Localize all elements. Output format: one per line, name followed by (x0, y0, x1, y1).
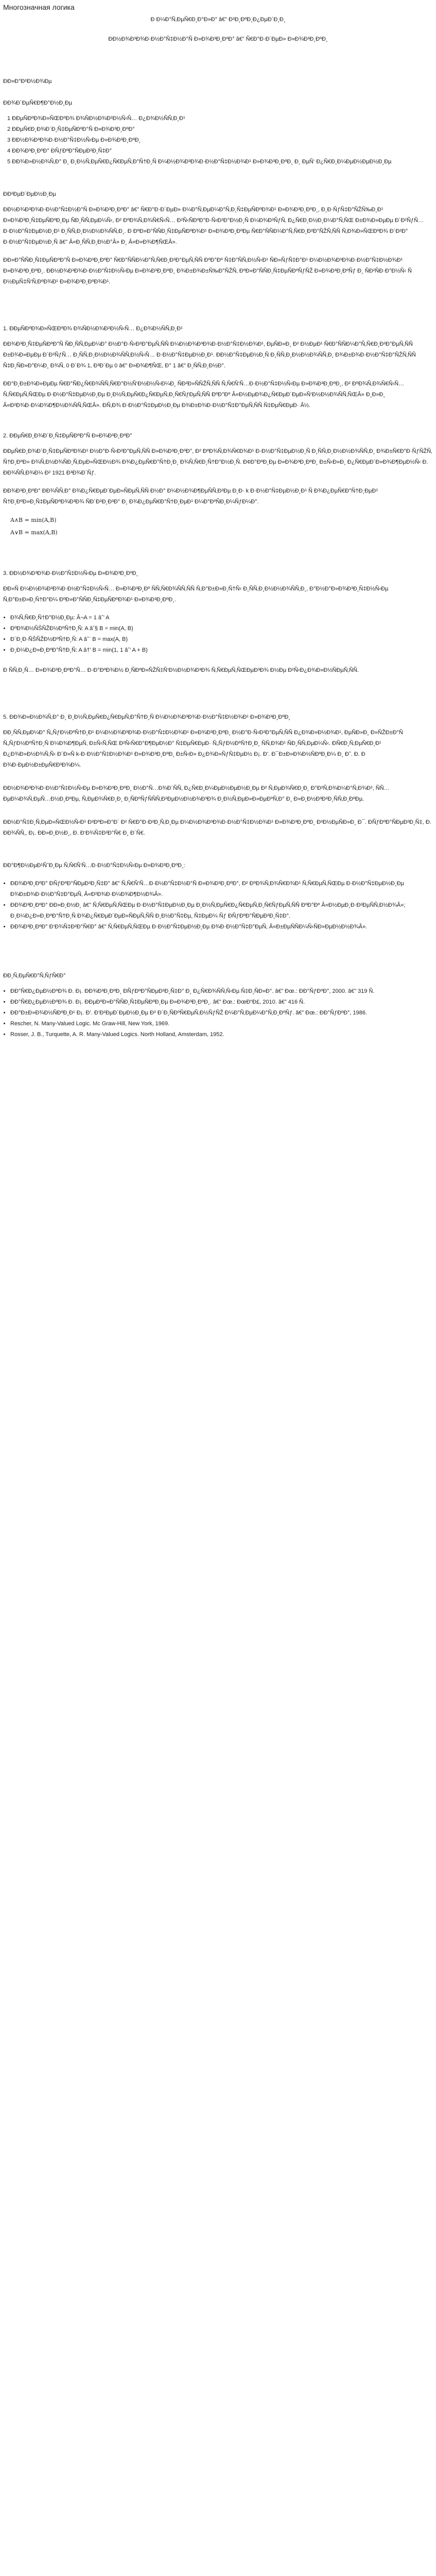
toc-item-4[interactable]: 4 ÐÐ¾Ð³Ð¸ÐºÐ° ÐÑƒÐºÐ°ÑÐµÐ²Ð¸Ñ‡Ð° (7, 148, 112, 154)
formula-disjunction: A∨B = max(A,B) (10, 529, 58, 536)
operation-item: • Ð¸Ð¼Ð¿Ð»Ð¸ÐºÐ°Ñ†Ð¸Ñ: A â†’ B = min(1, 1 âˆ’ A + B) (10, 645, 433, 656)
section-3-paragraph-1: ÐÐ»Ñ Ð¼Ð½Ð¾Ð³Ð¾Ð·Ð½Ð°Ñ‡Ð½Ñ‹Ñ… Ð»Ð¾Ð³Ð¸Ðº ÑÑ‚Ñ€Ð¾ÑÑ‚ÑÑ Ñ‚Ð°Ð±Ð»Ð¸Ñ†Ñ‹ Ð¸ÑÑ‚Ð¸Ð½Ð½Ð¾ÑÑ‚Ð¸, Ð°Ð½Ð°Ð»Ð¾Ð³Ð¸Ñ‡Ð½Ñ‹Ðµ Ñ‚Ð°Ð±Ð»Ð¸Ñ†Ð°Ð¼ ÐºÐ»Ð°ÑÑÐ¸Ñ‡ÐµÑÐºÐ¾Ð¹ Ð»Ð¾Ð³Ð¸ÐºÐ¸. (3, 586, 389, 603)
intro-paragraph-2: ÐÐ»Ð°ÑÑÐ¸Ñ‡ÐµÑÐºÐ°Ñ Ð»Ð¾Ð³Ð¸ÐºÐ° Ñ€Ð°ÑÑÐ¼Ð°Ñ‚Ñ€Ð¸Ð²Ð°ÐµÑ‚ÑÑ ÐºÐ°Ðº Ñ‡Ð°ÑÑ‚Ð½Ñ‹Ð¹ ÑÐ»ÑƒÑ‡Ð°Ð¹ Ð¼Ð½Ð¾Ð³Ð¾Ð·Ð½Ð°Ñ‡Ð½Ð¾Ð¹ Ð»Ð¾Ð³Ð¸ÐºÐ¸. ÐÐ½Ð¾Ð³Ð¾Ð·Ð½Ð°Ñ‡Ð½Ñ‹Ðµ Ð»Ð¾Ð³Ð¸ÐºÐ¸ Ð¾Ð±Ð¾Ð±Ñ‰Ð°ÑŽÑ‚ ÐºÐ»Ð°ÑÑÐ¸Ñ‡ÐµÑÐºÑƒÑŽ Ð»Ð¾Ð³Ð¸ÐºÑƒ Ð¸ ÑÐ²ÑÐ·Ð°Ð½Ñ‹ Ñ Ð½ÐµÑ‡Ñ‘Ñ‚ÐºÐ¾Ð¹ Ð»Ð¾Ð³Ð¸ÐºÐ¾Ð¹. (3, 257, 412, 285)
reference-item: • Rescher, N. Many-Valued Logic. Mc Graw-Hill, New York, 1969. (10, 1019, 433, 1029)
reference-item: • ÐÐ°Ñ€Ð¿ÐµÐ½ÐºÐ¾ Ð. Ð¡. ÐÐ¾Ð³Ð¸ÐºÐ¸ ÐÑƒÐºÐ°ÑÐµÐ²Ð¸Ñ‡Ð° Ð¸ Ð¿Ñ€Ð¾ÑÑ‚Ñ‹Ðµ Ñ‡Ð¸ÑÐ»Ð°. â€” Ðœ.: ÐÐ°ÑƒÐºÐ°, 2000. â€” 319 Ñ. (10, 986, 433, 997)
logics-list (3, 878, 433, 933)
operation-item: • ÐºÐ¾Ð½ÑŠÑŽÐ½ÐºÑ†Ð¸Ñ: A âˆ§ B = min(A, B) (10, 623, 433, 634)
section-1-paragraph-1: ÐÐ¾Ð³Ð¸Ñ‡ÐµÑÐºÐ°Ñ ÑÐ¸ÑÑ‚ÐµÐ¼Ð° Ð½Ð°Ð·Ñ‹Ð²Ð°ÐµÑ‚ÑÑ Ð¼Ð½Ð¾Ð³Ð¾Ð·Ð½Ð°Ñ‡Ð½Ð¾Ð¹, ÐµÑÐ»Ð¸ Ð² Ð½ÐµÐ¹ Ñ€Ð°ÑÑÐ¼Ð°Ñ‚Ñ€Ð¸Ð²Ð°ÐµÑ‚ÑÑ Ð±Ð¾Ð»ÐµÐµ Ð´Ð²ÑƒÑ… Ð¸ÑÑ‚Ð¸Ð½Ð½Ð¾ÑÑ‚Ð½Ñ‹Ñ… Ð·Ð½Ð°Ñ‡ÐµÐ½Ð¸Ð¹. ÐÐ½Ð°Ñ‡ÐµÐ½Ð¸Ñ Ð¸ÑÑ‚Ð¸Ð½Ð½Ð¾ÑÑ‚Ð¸ Ð¾Ð±Ð¾Ð·Ð½Ð°Ñ‡Ð°ÑŽÑ‚ÑÑ Ñ‡Ð¸ÑÐ»Ð°Ð¼Ð¸ Ð¾Ñ‚ 0 Ð´Ð¾ 1, Ð³Ð´Ðµ 0 â€” Ð»Ð¾Ð¶ÑŒ, Ð° 1 â€” Ð¸ÑÑ‚Ð¸Ð½Ð°. (3, 341, 416, 369)
intro-heading: ÐÐ²ÐµÐ´ÐµÐ½Ð¸Ðµ (3, 191, 56, 197)
toc-item-3[interactable]: 3 ÐÐ½Ð¾Ð³Ð¾Ð·Ð½Ð°Ñ‡Ð½Ñ‹Ðµ Ð»Ð¾Ð³Ð¸ÐºÐ¸ (7, 137, 141, 143)
meta-line: ÐÐ»Ð°Ð²Ð½Ð¾Ðµ (3, 78, 52, 84)
toc-item-1[interactable]: 1 ÐÐµÑÐºÐ¾Ð»ÑŒÐºÐ¾ Ð¾ÑÐ½Ð¾Ð²Ð½Ñ‹Ñ… Ð¿Ð¾Ð½ÑÑ‚Ð¸Ð¹ (7, 115, 185, 122)
toc-item-2[interactable]: 2 ÐÐµÑ€Ð¸Ð¾Ð´Ð¸Ñ‡ÐµÑÐºÐ°Ñ Ð»Ð¾Ð³Ð¸ÐºÐ° (7, 126, 135, 132)
section-5-paragraph-3: ÐÐ½Ð°Ñ‡Ð¸Ñ‚ÐµÐ»ÑŒÐ½Ñ‹Ð¹ Ð²ÐºÐ»Ð°Ð´ Ð² Ñ€Ð°Ð·Ð²Ð¸Ñ‚Ð¸Ðµ Ð¼Ð½Ð¾Ð³Ð¾Ð·Ð½Ð°Ñ‡Ð½Ð¾Ð¹ Ð»Ð¾Ð³Ð¸ÐºÐ¸ Ð²Ð½ÐµÑÐ»Ð¸ Ð¯. ÐÑƒÐºÐ°ÑÐµÐ²Ð¸Ñ‡, Ð. ÐÐ¾ÑÑ‚, Ð¡. ÐÐ»Ð¸Ð½Ð¸, Ð. Ð‘Ð¾Ñ‡Ð²Ð°Ñ€ Ð¸ Ð´Ñ€. (3, 819, 431, 836)
section-1-heading: 1. ÐÐµÑÐºÐ¾Ð»ÑŒÐºÐ¾ Ð¾ÑÐ½Ð¾Ð²Ð½Ñ‹Ñ… Ð¿Ð¾Ð½ÑÑ‚Ð¸Ð¹ (3, 326, 183, 332)
section-1-paragraph-2: ÐÐ°Ð¸Ð±Ð¾Ð»ÐµÐµ Ñ€Ð°ÑÐ¿Ñ€Ð¾ÑÑ‚Ñ€Ð°Ð½Ñ‘Ð½Ð½Ñ‹Ð¼Ð¸ ÑÐ²Ð»ÑÑŽÑ‚ÑÑ Ñ‚Ñ€Ñ‘Ñ…Ð·Ð½Ð°Ñ‡Ð½Ñ‹Ðµ Ð»Ð¾Ð³Ð¸ÐºÐ¸, Ð² ÐºÐ¾Ñ‚Ð¾Ñ€Ñ‹Ñ… Ñ‚Ñ€ÐµÑ‚ÑŒÐµ Ð·Ð½Ð°Ñ‡ÐµÐ½Ð¸Ðµ Ð¸Ð½Ñ‚ÐµÑ€Ð¿Ñ€ÐµÑ‚Ð¸Ñ€ÑƒÐµÑ‚ÑÑ ÐºÐ°Ðº Â«Ð½ÐµÐ¾Ð¿Ñ€ÐµÐ´ÐµÐ»Ñ‘Ð½Ð½Ð¾ÑÑ‚ÑŒÂ» Ð¸Ð»Ð¸ Â«Ð²Ð¾Ð·Ð¼Ð¾Ð¶Ð½Ð¾ÑÑ‚ÑŒÂ». ÐÑ‚Ð¾ Ð·Ð½Ð°Ñ‡ÐµÐ½Ð¸Ðµ Ð¾Ð±Ð¾Ð·Ð½Ð°Ñ‡Ð°ÐµÑ‚ÑÑ Ñ‡ÐµÑ€ÐµÐ· Â½. (3, 381, 405, 409)
table-of-contents (3, 113, 433, 167)
section-2-paragraph-1: ÐÐµÑ€Ð¸Ð¾Ð´Ð¸Ñ‡ÐµÑÐºÐ¾Ð¹ Ð½Ð°Ð·Ñ‹Ð²Ð°ÐµÑ‚ÑÑ Ð»Ð¾Ð³Ð¸ÐºÐ°, Ð² ÐºÐ¾Ñ‚Ð¾Ñ€Ð¾Ð¹ Ð·Ð½Ð°Ñ‡ÐµÐ½Ð¸Ñ Ð¸ÑÑ‚Ð¸Ð½Ð½Ð¾ÑÑ‚Ð¸ Ð¾Ð±Ñ€Ð°Ð·ÑƒÑŽÑ‚ Ñ†Ð¸ÐºÐ» Ð¾Ñ‚Ð½Ð¾ÑÐ¸Ñ‚ÐµÐ»ÑŒÐ½Ð¾ Ð¾Ð¿ÐµÑ€Ð°Ñ†Ð¸Ð¸ Ð¾Ñ‚Ñ€Ð¸Ñ†Ð°Ð½Ð¸Ñ. Ð¢Ð°ÐºÐ¸Ðµ Ð»Ð¾Ð³Ð¸ÐºÐ¸ Ð±Ñ‹Ð»Ð¸ Ð¿Ñ€ÐµÐ´Ð»Ð¾Ð¶ÐµÐ½Ñ‹ Ð. ÐÐ¾ÑÑ‚Ð¾Ð¼ Ð² 1921 Ð³Ð¾Ð´Ñƒ. (3, 448, 432, 476)
list-intro: ÐÐ°Ð¶Ð½ÐµÐ¹ÑˆÐ¸Ðµ Ñ‚Ñ€Ñ‘Ñ…Ð·Ð½Ð°Ñ‡Ð½Ñ‹Ðµ Ð»Ð¾Ð³Ð¸ÐºÐ¸: (3, 862, 185, 869)
toc-heading: ÐÐ¾Ð´ÐµÑ€Ð¶Ð°Ð½Ð¸Ðµ (3, 100, 73, 106)
page-subtitle: Ð Ð¼Ð°Ñ‚ÐµÑ€Ð¸Ð°Ð»Ð° â€” Ð²Ð¸ÐºÐ¸Ð¿ÐµÐ´Ð¸Ð¸ (150, 16, 286, 23)
intro-paragraph-1: ÐÐ½Ð¾Ð³Ð¾Ð·Ð½Ð°Ñ‡Ð½Ð°Ñ Ð»Ð¾Ð³Ð¸ÐºÐ° â€” Ñ€Ð°Ð·Ð´ÐµÐ» Ð¼Ð°Ñ‚ÐµÐ¼Ð°Ñ‚Ð¸Ñ‡ÐµÑÐºÐ¾Ð¹ Ð»Ð¾Ð³Ð¸ÐºÐ¸, Ð¸Ð·ÑƒÑ‡Ð°ÑŽÑ‰Ð¸Ð¹ Ð»Ð¾Ð³Ð¸Ñ‡ÐµÑÐºÐ¸Ðµ ÑÐ¸ÑÑ‚ÐµÐ¼Ñ‹, Ð² ÐºÐ¾Ñ‚Ð¾Ñ€Ñ‹Ñ… Ð²Ñ‹ÑÐºÐ°Ð·Ñ‹Ð²Ð°Ð½Ð¸Ñ Ð¼Ð¾Ð³ÑƒÑ‚ Ð¿Ñ€Ð¸Ð½Ð¸Ð¼Ð°Ñ‚ÑŒ Ð±Ð¾Ð»ÐµÐµ Ð´Ð²ÑƒÑ… Ð·Ð½Ð°Ñ‡ÐµÐ½Ð¸Ð¹ Ð¸ÑÑ‚Ð¸Ð½Ð½Ð¾ÑÑ‚Ð¸. Ð ÐºÐ»Ð°ÑÑÐ¸Ñ‡ÐµÑÐºÐ¾Ð¹ Ð»Ð¾Ð³Ð¸ÐºÐµ Ñ€Ð°ÑÑÐ¼Ð°Ñ‚Ñ€Ð¸Ð²Ð°ÑŽÑ‚ÑÑ Ñ‚Ð¾Ð»ÑŒÐºÐ¾ Ð´Ð²Ð° Ð·Ð½Ð°Ñ‡ÐµÐ½Ð¸Ñ â€” Â«Ð¸ÑÑ‚Ð¸Ð½Ð°Â» Ð¸ Â«Ð»Ð¾Ð¶ÑŒÂ». (3, 207, 424, 245)
section-5-paragraph-1: ÐÐ¸ÑÑ‚ÐµÐ¼Ð° Ñ„ÑƒÐ½ÐºÑ†Ð¸Ð¹ Ð¼Ð½Ð¾Ð³Ð¾Ð·Ð½Ð°Ñ‡Ð½Ð¾Ð¹ Ð»Ð¾Ð³Ð¸ÐºÐ¸ Ð½Ð°Ð·Ñ‹Ð²Ð°ÐµÑ‚ÑÑ Ð¿Ð¾Ð»Ð½Ð¾Ð¹, ÐµÑÐ»Ð¸ Ð»ÑŽÐ±Ð°Ñ Ñ„ÑƒÐ½ÐºÑ†Ð¸Ñ Ð¼Ð¾Ð¶ÐµÑ‚ Ð±Ñ‹Ñ‚ÑŒ Ð²Ñ‹Ñ€Ð°Ð¶ÐµÐ½Ð° Ñ‡ÐµÑ€ÐµÐ· Ñ„ÑƒÐ½ÐºÑ†Ð¸Ð¸ ÑÑ‚Ð¾Ð¹ ÑÐ¸ÑÑ‚ÐµÐ¼Ñ‹. ÐÑ€Ð¸Ñ‚ÐµÑ€Ð¸Ð¹ Ð¿Ð¾Ð»Ð½Ð¾Ñ‚Ñ‹ Ð´Ð»Ñ k-Ð·Ð½Ð°Ñ‡Ð½Ð¾Ð¹ Ð»Ð¾Ð³Ð¸ÐºÐ¸ Ð±Ñ‹Ð» Ð¿Ð¾Ð»ÑƒÑ‡ÐµÐ½ Ð¡. Ð’. Ð¯Ð±Ð»Ð¾Ð½ÑÐºÐ¸Ð¼ Ð¸ Ð˜. Ð. Ð Ð¾Ð·ÐµÐ½Ð±ÐµÑ€Ð³Ð¾Ð¼. (3, 730, 403, 768)
formula-conjunction: A∧B = min(A,B) (10, 517, 57, 523)
section-3-heading: 3. ÐÐ½Ð¾Ð³Ð¾Ð·Ð½Ð°Ñ‡Ð½Ñ‹Ðµ Ð»Ð¾Ð³Ð¸ÐºÐ¸ (3, 570, 138, 577)
operation-item: • Ð´Ð¸Ð·ÑŠÑŽÐ½ÐºÑ†Ð¸Ñ: A âˆ¨ B = max(A, B) (10, 634, 433, 645)
section-3-after: Ð ÑÑ‚Ð¸Ñ… Ð»Ð¾Ð³Ð¸ÐºÐ°Ñ… Ð·Ð°ÐºÐ¾Ð½ Ð¸ÑÐºÐ»ÑŽÑ‡Ñ‘Ð½Ð½Ð¾Ð³Ð¾ Ñ‚Ñ€ÐµÑ‚ÑŒÐµÐ³Ð¾ Ð½Ðµ Ð²Ñ‹Ð¿Ð¾Ð»Ð½ÑÐµÑ‚ÑÑ. (3, 667, 359, 673)
operation-item: • Ð¾Ñ‚Ñ€Ð¸Ñ†Ð°Ð½Ð¸Ðµ: Â¬A = 1 âˆ’ A (10, 613, 433, 623)
toc-item-5[interactable]: 5 ÐÐ¾Ð»Ð½Ð¾Ñ‚Ð° Ð¸ Ð¸Ð½Ñ‚ÐµÑ€Ð¿Ñ€ÐµÑ‚Ð°Ñ†Ð¸Ñ Ð¼Ð½Ð¾Ð³Ð¾Ð·Ð½Ð°Ñ‡Ð½Ð¾Ð¹ Ð»Ð¾Ð³Ð¸ÐºÐ¸ Ð¸ ÐµÑ‘ Ð¿Ñ€Ð¸Ð¼ÐµÐ½ÐµÐ½Ð¸Ðµ (7, 159, 392, 165)
operations-list (3, 613, 433, 656)
section-5-paragraph-2: ÐÐ½Ð¾Ð³Ð¾Ð·Ð½Ð°Ñ‡Ð½Ñ‹Ðµ Ð»Ð¾Ð³Ð¸ÐºÐ¸ Ð½Ð°Ñ…Ð¾Ð´ÑÑ‚ Ð¿Ñ€Ð¸Ð¼ÐµÐ½ÐµÐ½Ð¸Ðµ Ð² Ñ‚ÐµÐ¾Ñ€Ð¸Ð¸ Ð°Ð²Ñ‚Ð¾Ð¼Ð°Ñ‚Ð¾Ð², ÑÑ…ÐµÐ¼Ð¾Ñ‚ÐµÑ…Ð½Ð¸ÐºÐµ, Ñ‚ÐµÐ¾Ñ€Ð¸Ð¸ Ð¸ÑÐºÑƒÑÑÑ‚Ð²ÐµÐ½Ð½Ð¾Ð³Ð¾ Ð¸Ð½Ñ‚ÐµÐ»Ð»ÐµÐºÑ‚Ð° Ð¸ Ð»Ð¸Ð½Ð³Ð²Ð¸ÑÑ‚Ð¸ÐºÐµ. (3, 785, 390, 802)
reference-item: • ÐÐ°Ð±Ð»Ð¾Ð½ÑÐºÐ¸Ð¹ Ð¡. Ð’. Ð’Ð²ÐµÐ´ÐµÐ½Ð¸Ðµ Ð² Ð´Ð¸ÑÐºÑ€ÐµÑ‚Ð½ÑƒÑŽ Ð¼Ð°Ñ‚ÐµÐ¼Ð°Ñ‚Ð¸ÐºÑƒ. â€” Ðœ.: ÐÐ°ÑƒÐºÐ°, 1986. (10, 1008, 433, 1019)
section-2-heading: 2. ÐÐµÑ€Ð¸Ð¾Ð´Ð¸Ñ‡ÐµÑÐºÐ°Ñ Ð»Ð¾Ð³Ð¸ÐºÐ° (3, 433, 132, 439)
section-2-paragraph-2: ÐÐ¾Ð³Ð¸ÐºÐ° ÐÐ¾ÑÑ‚Ð° Ð¾Ð¿Ñ€ÐµÐ´ÐµÐ»ÑÐµÑ‚ÑÑ Ð½Ð° Ð¼Ð½Ð¾Ð¶ÐµÑÑ‚Ð²Ðµ Ð¸Ð· k Ð·Ð½Ð°Ñ‡ÐµÐ½Ð¸Ð¹ Ñ Ð¾Ð¿ÐµÑ€Ð°Ñ†Ð¸ÐµÐ¹ Ñ†Ð¸ÐºÐ»Ð¸Ñ‡ÐµÑÐºÐ¾Ð³Ð¾ ÑÐ´Ð²Ð¸Ð³Ð° Ð¸ Ð¾Ð¿ÐµÑ€Ð°Ñ†Ð¸ÐµÐ¹ Ð¼Ð°ÐºÑÐ¸Ð¼ÑƒÐ¼Ð°. (3, 488, 378, 505)
logic-item: • ÐÐ¾Ð³Ð¸ÐºÐ° Ð‘Ð¾Ñ‡Ð²Ð°Ñ€Ð° â€” Ñ‚Ñ€ÐµÑ‚ÑŒÐµ Ð·Ð½Ð°Ñ‡ÐµÐ½Ð¸Ðµ Ð¾Ð·Ð½Ð°Ñ‡Ð°ÐµÑ‚ Â«Ð±ÐµÑÑÐ¼Ñ‹ÑÐ»ÐµÐ½Ð½Ð¾Â». (10, 922, 433, 933)
logic-item: • ÐÐ¾Ð³Ð¸ÐºÐ° ÐÑƒÐºÐ°ÑÐµÐ²Ð¸Ñ‡Ð° â€” Ñ‚Ñ€Ñ‘Ñ…Ð·Ð½Ð°Ñ‡Ð½Ð°Ñ Ð»Ð¾Ð³Ð¸ÐºÐ°, Ð² ÐºÐ¾Ñ‚Ð¾Ñ€Ð¾Ð¹ Ñ‚Ñ€ÐµÑ‚ÑŒÐµ Ð·Ð½Ð°Ñ‡ÐµÐ½Ð¸Ðµ Ð¾Ð±Ð¾Ð·Ð½Ð°Ñ‡Ð°ÐµÑ‚ Â«Ð²Ð¾Ð·Ð¼Ð¾Ð¶Ð½Ð¾Â». (10, 878, 433, 900)
page-title: Многозначная логика (3, 3, 75, 11)
logic-item: • ÐÐ¾Ð³Ð¸ÐºÐ° ÐÐ»Ð¸Ð½Ð¸ â€” Ñ‚Ñ€ÐµÑ‚ÑŒÐµ Ð·Ð½Ð°Ñ‡ÐµÐ½Ð¸Ðµ Ð¸Ð½Ñ‚ÐµÑ€Ð¿Ñ€ÐµÑ‚Ð¸Ñ€ÑƒÐµÑ‚ÑÑ ÐºÐ°Ðº Â«Ð½ÐµÐ¸Ð·Ð²ÐµÑÑ‚Ð½Ð¾Â»; Ð¸Ð¼Ð¿Ð»Ð¸ÐºÐ°Ñ†Ð¸Ñ Ð¾Ð¿Ñ€ÐµÐ´ÐµÐ»ÑÐµÑ‚ÑÑ Ð¸Ð½Ð°Ñ‡Ðµ, Ñ‡ÐµÐ¼ Ñƒ ÐÑƒÐºÐ°ÑÐµÐ²Ð¸Ñ‡Ð°. (10, 900, 433, 922)
reference-item: • ÐÐ°Ñ€Ð¿ÐµÐ½ÐºÐ¾ Ð. Ð¡. ÐÐµÐºÐ»Ð°ÑÑÐ¸Ñ‡ÐµÑÐºÐ¸Ðµ Ð»Ð¾Ð³Ð¸ÐºÐ¸. â€” Ðœ.: ÐœÐ“Ð£, 2010. â€” 416 Ñ. (10, 997, 433, 1008)
section-5-heading: 5. ÐÐ¾Ð»Ð½Ð¾Ñ‚Ð° Ð¸ Ð¸Ð½Ñ‚ÐµÑ€Ð¿Ñ€ÐµÑ‚Ð°Ñ†Ð¸Ñ Ð¼Ð½Ð¾Ð³Ð¾Ð·Ð½Ð°Ñ‡Ð½Ð¾Ð¹ Ð»Ð¾Ð³Ð¸ÐºÐ¸ (3, 714, 290, 720)
references-list (3, 986, 433, 1040)
references-heading: ÐÐ¸Ñ‚ÐµÑ€Ð°Ñ‚ÑƒÑ€Ð° (3, 973, 66, 979)
reference-item: • Rosser, J. B., Turquette, A. R. Many-Valued Logics. North Holland, Amsterdam, 1952. (10, 1029, 433, 1040)
page-description: ÐÐ½Ð¾Ð³Ð¾Ð·Ð½Ð°Ñ‡Ð½Ð°Ñ Ð»Ð¾Ð³Ð¸ÐºÐ° â€” Ñ€Ð°Ð·Ð´ÐµÐ» Ð»Ð¾Ð³Ð¸ÐºÐ¸ (108, 36, 328, 42)
